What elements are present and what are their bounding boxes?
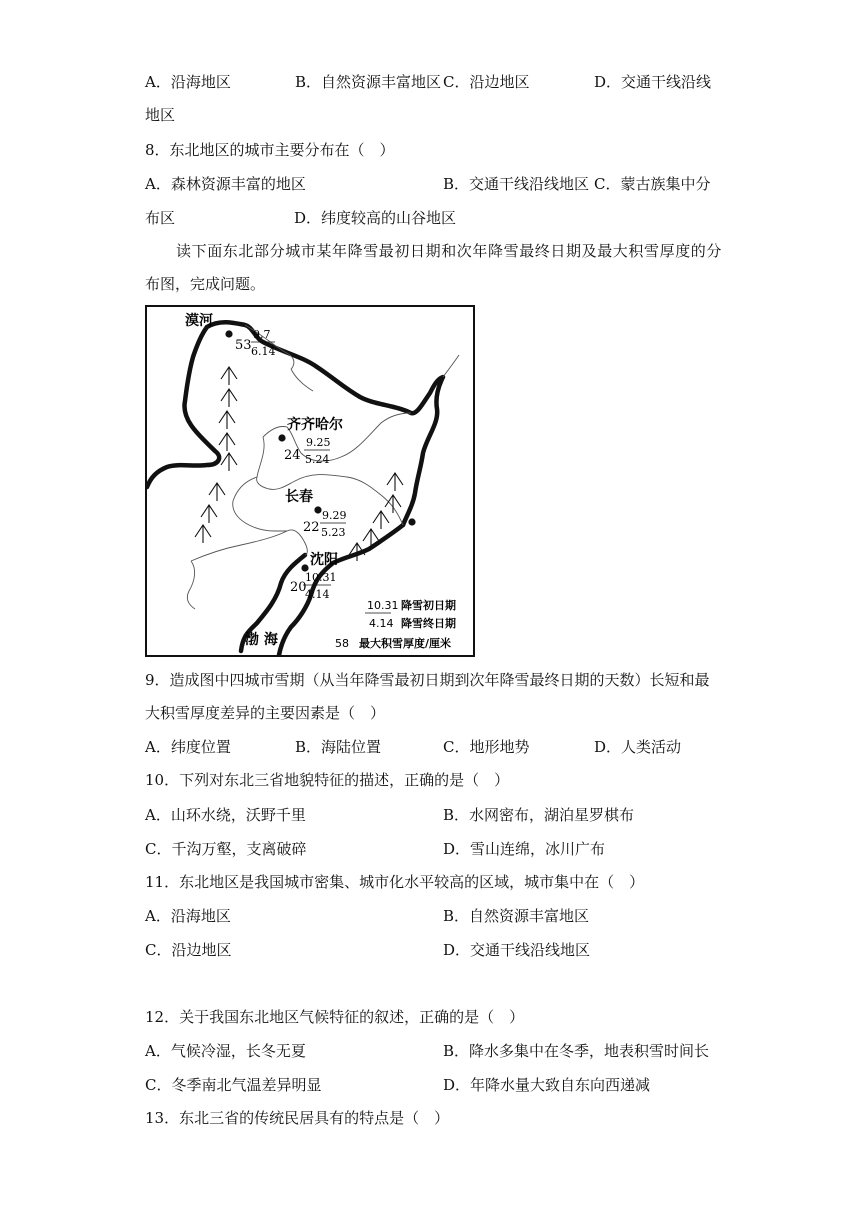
- q9-stem-line-2: 大积雪厚度差异的主要因素是（ ）: [145, 704, 386, 722]
- reading-line-2: 布图，完成问题。: [145, 275, 266, 293]
- city-name-changchun: 长春: [285, 489, 313, 505]
- legend-last-value: 4.14: [369, 617, 394, 630]
- border-point: [408, 518, 415, 525]
- q10-option-c: C．千沟万壑，支离破碎: [145, 840, 307, 858]
- city-name-qiqihar: 齐齐哈尔: [287, 417, 343, 433]
- q8-stem: 8．东北地区的城市主要分布在（ ）: [145, 141, 395, 159]
- q7-option-c: C．沿边地区: [443, 73, 530, 91]
- q10-stem: 10．下列对东北三省地貌特征的描述，正确的是（ ）: [145, 771, 510, 789]
- snow-depth-mohe: 53: [235, 338, 252, 353]
- q11-option-c: C．沿边地区: [145, 941, 232, 959]
- q10-option-d: D．雪山连绵，冰川广布: [443, 840, 606, 858]
- q10-option-b: B．水网密布，湖泊星罗棋布: [443, 806, 635, 824]
- q11-option-b: B．自然资源丰富地区: [443, 907, 590, 925]
- q8-option-d: D．纬度较高的山谷地区: [294, 209, 457, 227]
- city-dot-mohe: [225, 330, 232, 337]
- first-snow-mohe: 9.7: [253, 328, 271, 341]
- last-snow-mohe: 6.14: [251, 345, 276, 358]
- legend-last-label: 降雪终日期: [401, 617, 456, 630]
- city-dot-changchun: [314, 506, 321, 513]
- q9-option-b: B．海陆位置: [295, 738, 382, 756]
- city-name-shenyang: 沈阳: [310, 552, 338, 568]
- reading-line-1: 读下面东北部分城市某年降雪最初日期和次年降雪最终日期及最大积雪厚度的分: [176, 242, 723, 260]
- q12-option-d: D．年降水量大致自东向西递减: [443, 1076, 651, 1094]
- q9-option-d: D．人类活动: [594, 738, 682, 756]
- q12-option-b: B．降水多集中在冬季，地表积雪时间长: [443, 1042, 710, 1060]
- city-dot-qiqihar: [278, 434, 285, 441]
- q7-option-d: D．交通干线沿线: [594, 73, 712, 91]
- q8-option-c: C．蒙古族集中分: [594, 175, 711, 193]
- legend-depth-label: 最大积雪厚度/厘米: [359, 637, 452, 650]
- legend-first-value: 10.31: [367, 599, 399, 612]
- last-snow-changchun: 5.23: [321, 526, 346, 539]
- q12-option-c: C．冬季南北气温差异明显: [145, 1076, 322, 1094]
- q7-option-d-continued: 地区: [145, 106, 176, 124]
- q11-option-d: D．交通干线沿线地区: [443, 941, 591, 959]
- last-snow-shenyang: 4.14: [305, 588, 330, 601]
- q8-option-a: A．森林资源丰富的地区: [145, 175, 306, 193]
- q7-option-b: B．自然资源丰富地区: [295, 73, 442, 91]
- snow-depth-changchun: 22: [303, 520, 320, 535]
- snow-depth-shenyang: 20: [290, 580, 307, 595]
- q7-option-a: A．沿海地区: [145, 73, 231, 91]
- q13-stem: 13．东北三省的传统民居具有的特点是（ ）: [145, 1109, 450, 1127]
- q9-stem-line-1: 9．造成图中四城市雪期（从当年降雪最初日期到次年降雪最终日期的天数）长短和最: [145, 671, 710, 689]
- first-snow-shenyang: 10.31: [305, 571, 337, 584]
- snow-distribution-map: [145, 305, 475, 657]
- q10-option-a: A．山环水绕，沃野千里: [145, 806, 306, 824]
- q11-stem: 11．东北地区是我国城市密集、城市化水平较高的区域，城市集中在（ ）: [145, 873, 645, 891]
- q9-option-c: C．地形地势: [443, 738, 530, 756]
- first-snow-changchun: 9.29: [322, 509, 347, 522]
- city-name-mohe: 漠河: [185, 313, 213, 329]
- q8-option-c-continued: 布区: [145, 209, 176, 227]
- q12-option-a: A．气候冷湿，长冬无夏: [145, 1042, 306, 1060]
- first-snow-qiqihar: 9.25: [306, 436, 331, 449]
- legend-first-label: 降雪初日期: [401, 599, 456, 612]
- q8-option-b: B．交通干线沿线地区: [443, 175, 590, 193]
- q12-stem: 12．关于我国东北地区气候特征的叙述，正确的是（ ）: [145, 1008, 525, 1026]
- legend-depth-value: 58: [335, 637, 349, 650]
- q9-option-a: A．纬度位置: [145, 738, 231, 756]
- q11-option-a: A．沿海地区: [145, 907, 231, 925]
- snow-depth-qiqihar: 24: [284, 448, 301, 463]
- last-snow-qiqihar: 5.24: [305, 453, 330, 466]
- sea-label-bohai: 渤 海: [245, 632, 278, 648]
